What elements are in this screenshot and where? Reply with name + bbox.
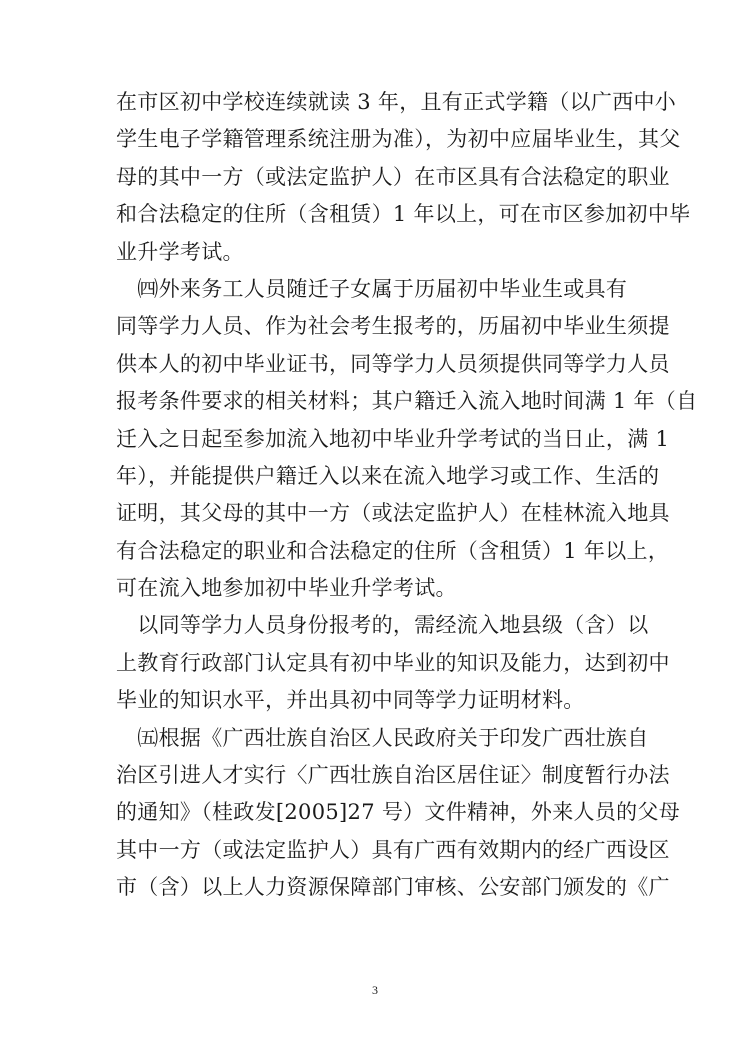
text-line: 同等学力人员、作为社会考生报考的，历届初中毕业生须提 (116, 314, 670, 339)
text-line: 以同等学力人员身份报考的，需经流入地县级（含）以 (116, 613, 649, 638)
text-line: 母的其中一方（或法定监护人）在市区具有合法稳定的职业 (116, 164, 670, 189)
text-line: 年），并能提供户籍迁入以来在流入地学习或工作、生活的 (116, 463, 660, 488)
text-line: ㈣外来务工人员随迁子女属于历届初中毕业生或具有 (116, 276, 628, 301)
text-line: 证明，其父母的其中一方（或法定监护人）在桂林流入地具 (116, 501, 670, 526)
text-line: 学生电子学籍管理系统注册为准），为初中应届毕业生，其父 (116, 127, 681, 152)
text-line: 业升学考试。 (116, 239, 244, 264)
text-line: 治区引进人才实行〈广西壮族自治区居住证〉制度暂行办法 (116, 763, 670, 788)
text-line: 在市区初中学校连续就读 3 年，且有正式学籍（以广西中小 (116, 90, 677, 114)
text-line: 供本人的初中毕业证书，同等学力人员须提供同等学力人员 (116, 351, 670, 376)
text-line: 和合法稳定的住所（含租赁）1 年以上，可在市区参加初中毕 (116, 202, 691, 227)
text-line: 有合法稳定的职业和合法稳定的住所（含租赁）1 年以上， (116, 538, 670, 563)
text-line: 迁入之日起至参加流入地初中毕业升学考试的当日止，满 1 (116, 426, 670, 451)
text-line: 上教育行政部门认定具有初中毕业的知识及能力，达到初中 (116, 650, 670, 675)
text-line: 毕业的知识水平，并出具初中同等学力证明材料。 (116, 688, 585, 713)
text-line: 市（含）以上人力资源保障部门审核、公安部门颁发的《广 (116, 875, 670, 900)
text-line: 报考条件要求的相关材料；其户籍迁入流入地时间满 1 年（自 (116, 389, 698, 414)
text-line: ㈤根据《广西壮族自治区人民政府关于印发广西壮族自 (116, 725, 649, 750)
text-line: 可在流入地参加初中毕业升学考试。 (116, 576, 457, 601)
text-line: 的通知》（桂政发[2005]27 号）文件精神，外来人员的父母 (116, 800, 681, 825)
text-line: 其中一方（或法定监护人）具有广西有效期内的经广西设区 (116, 837, 670, 862)
page-number: 3 (372, 983, 378, 997)
body-text (116, 84, 698, 907)
